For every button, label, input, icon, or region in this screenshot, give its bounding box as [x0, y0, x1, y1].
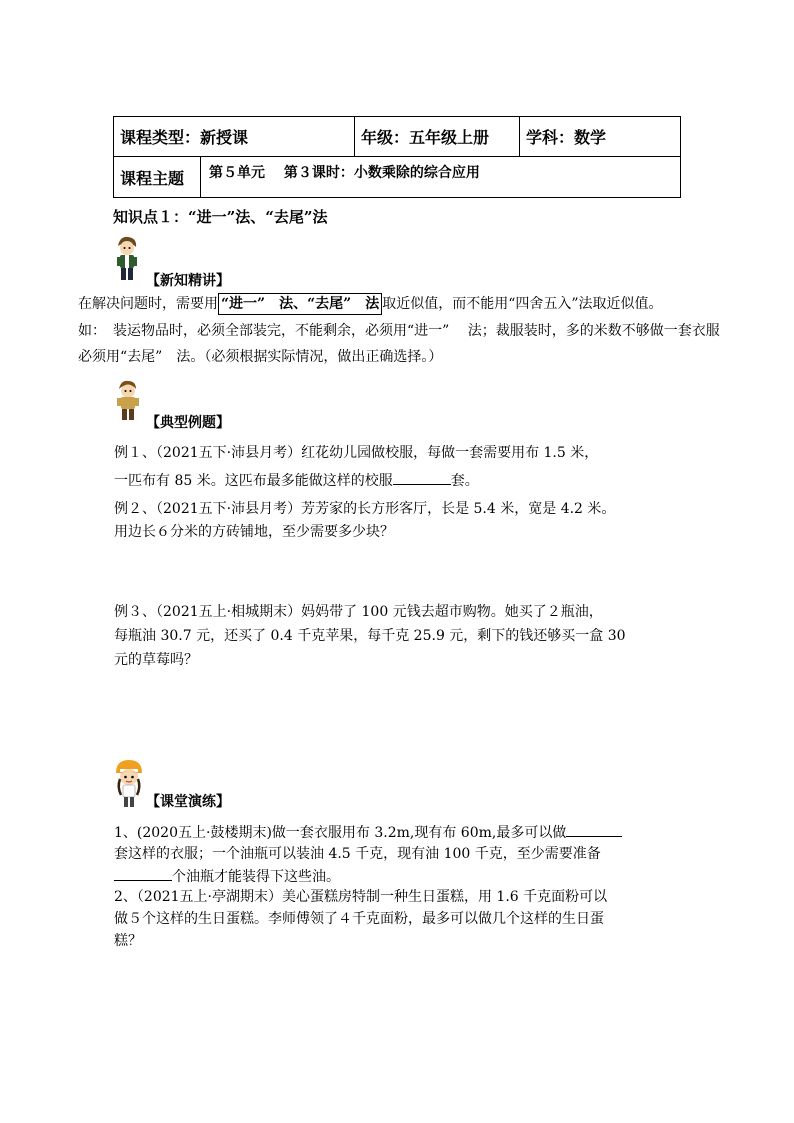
answer-blank	[114, 864, 172, 881]
line1-suffix: 取近似值，而不能用“四舍五入”法取近似值。	[382, 296, 663, 312]
example-2-line-2: 用边长６分米的方砖铺地，至少需要多少块？	[114, 524, 394, 540]
example-1-line-1: 例１、（2021五下·沛县月考）红花幼儿园做校服，每做一套需要用布 1.5 米，	[114, 445, 599, 461]
practice-2-line-1: 2、（2021五上·亭湖期末）美心蛋糕房特制一种生日蛋糕，用 1.6 千克面粉可以	[114, 889, 608, 905]
new-knowledge-line-1	[78, 291, 663, 317]
topic-value: 第５单元 第３课时：小数乘除的综合应用	[209, 165, 480, 181]
topic-row	[114, 157, 681, 198]
practice-2-line-3: 糕？	[114, 933, 142, 949]
example-3-line-1: 例３、（2021五上·相城期末）妈妈带了 100 元钱去超市购物。她买了２瓶油，	[114, 604, 603, 620]
practice-1-line-2: 套这样的衣服；一个油瓶可以装油 4.5 千克，现有油 100 千克，至少需要准备	[114, 846, 601, 862]
cartoon-girl-icon	[112, 757, 146, 811]
new-knowledge-line-3: 必须用“去尾” 法。（必须根据实际情况，做出正确选择。）	[78, 349, 443, 365]
practice-1-text-1: 1、(2020五上·鼓楼期末)做一套衣服用布 3.2m,现有布 60m,最多可以做	[114, 825, 567, 841]
grade-label: 年级：五年级上册	[361, 128, 490, 147]
course-type-label: 课程类型：新授课	[120, 128, 249, 147]
subject-label: 学科：数学	[526, 128, 607, 147]
practice-2-line-2: 做５个这样的生日蛋糕。李师傅领了４千克面粉，最多可以做几个这样的生日蛋	[114, 911, 604, 927]
example-1-prefix: 一匹布有 85 米。这匹布最多能做这样的校服	[114, 473, 393, 489]
example-1-line-2	[114, 468, 479, 493]
answer-blank	[566, 820, 622, 837]
example-1-suffix: 套。	[450, 473, 479, 489]
grade-cell	[355, 117, 520, 157]
example-3-line-2: 每瓶油 30.7 元，还买了 0.4 千克苹果，每千克 25.9 元，剩下的钱还够买一盒 30	[114, 628, 626, 644]
new-knowledge-label: 【新知精讲】	[146, 273, 230, 289]
course-header-table	[113, 116, 681, 198]
practice-label: 【课堂演练】	[146, 794, 230, 810]
subject-cell	[520, 117, 681, 157]
answer-blank	[393, 468, 451, 485]
practice-1-text-3: 个油瓶才能装得下这些油。	[172, 869, 340, 885]
examples-label: 【典型例题】	[146, 415, 230, 431]
topic-label: 课程主题	[114, 157, 201, 197]
knowledge-point-title: 知识点１：“进一”法、“去尾”法	[113, 208, 328, 226]
cartoon-boy-icon	[114, 378, 142, 424]
example-3-line-3: 元的草莓吗？	[114, 652, 198, 668]
example-2-line-1: 例２、（2021五下·沛县月考）芳芳家的长方形客厅，长是 5.4 米，宽是 4.2 米。	[114, 501, 616, 517]
cartoon-boy-icon	[112, 234, 142, 284]
highlighted-methods: “进一” 法、“去尾” 法	[218, 293, 382, 315]
course-type-cell	[114, 117, 355, 157]
line1-prefix: 在解决问题时，需要用	[78, 296, 218, 312]
new-knowledge-line-2: 如： 装运物品时，必须全部装完，不能剩余，必须用“进一” 法；裁服装时，多的米数不够做一套衣服	[78, 323, 720, 339]
